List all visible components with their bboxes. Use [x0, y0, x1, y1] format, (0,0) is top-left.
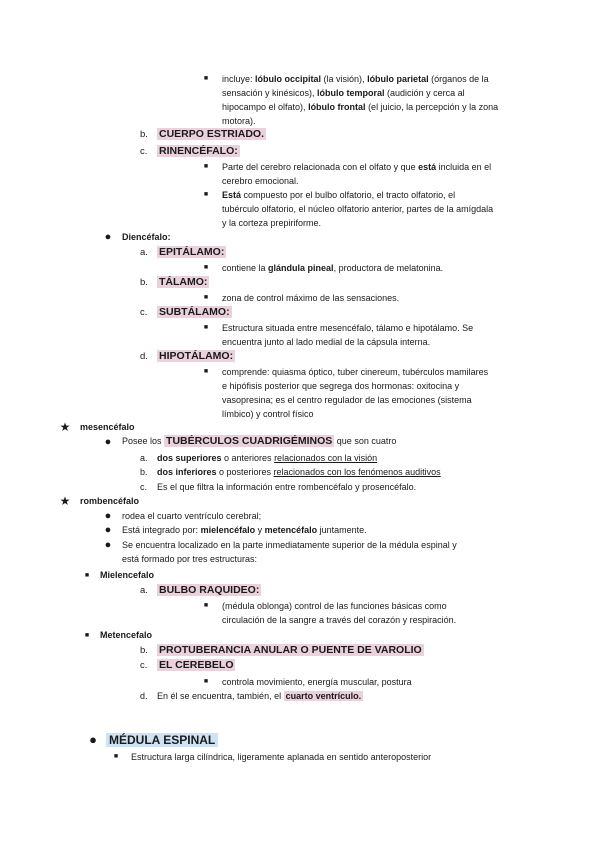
diencefalo-title: Diencéfalo: — [122, 232, 171, 242]
square-bullet-icon: ■ — [203, 264, 209, 271]
heading-medula-espinal — [106, 732, 218, 749]
list-letter: c. — [140, 307, 148, 318]
rinencefalo-item-1 — [222, 160, 491, 174]
rinencefalo-item-2-cont: tubérculo olfatorio, el núcleo olfatorio anterior, partes de la amígdala — [222, 204, 494, 214]
square-bullet-icon: ■ — [203, 163, 209, 170]
lobulos-line-2 — [222, 86, 465, 100]
text: (el juicio, la percepción y la zona — [365, 102, 499, 112]
highlight: EPITÁLAMO: — [159, 246, 225, 258]
square-bullet-icon: ■ — [113, 753, 119, 760]
text: hipocampo el olfato), — [222, 102, 309, 112]
mesencefalo-a — [157, 451, 377, 465]
text: Posee los — [122, 436, 165, 446]
mesencefalo-b — [157, 465, 441, 479]
text-bold: dos inferiores — [157, 467, 217, 477]
list-letter: c. — [140, 482, 148, 492]
square-bullet-icon: ■ — [203, 368, 209, 375]
highlight: BULBO RAQUIDEO: — [159, 584, 260, 596]
text: Parte del cerebro relacionada con el olfato y que — [222, 162, 419, 172]
bulbo-item: (médula oblonga) control de las funciones básicas como — [222, 601, 447, 611]
highlight: MÉDULA ESPINAL — [106, 733, 218, 747]
square-bullet-icon: ■ — [84, 572, 90, 579]
heading-rinencefalo — [157, 144, 240, 158]
metencefalo-title: Metencefalo — [100, 630, 153, 640]
text-bold: está — [418, 162, 437, 172]
cerebelo-item: controla movimiento, energía muscular, postura — [222, 677, 412, 687]
star-bullet-icon: ★ — [59, 420, 71, 434]
rinencefalo-item-1-cont: cerebro emocional. — [222, 176, 299, 186]
text: En él se encuentra, también, el — [157, 691, 284, 701]
list-letter: a. — [140, 453, 148, 463]
text: contiene la — [222, 263, 269, 273]
highlight: PROTUBERANCIA ANULAR O PUENTE DE VAROLIO — [159, 644, 422, 656]
text: Está integrado por: — [122, 525, 201, 535]
text: , productora de melatonina. — [333, 263, 444, 273]
list-letter: a. — [140, 247, 148, 258]
hipotalamo-item-cont: vasopresina; es el centro regulador de las emociones (sistema — [222, 395, 472, 405]
highlight: TUBÉRCULOS CUADRIGÉMINOS — [166, 435, 333, 447]
list-letter: d. — [140, 691, 148, 701]
lobulo-temporal: lóbulo temporal — [317, 88, 385, 98]
text: (audición y cerca al — [384, 88, 465, 98]
rombencefalo-item-3: Se encuentra localizado en la parte inmediatamente superior de la médula espinal y — [122, 540, 457, 550]
heading-bulbo-raquideo — [157, 583, 261, 597]
list-letter: c. — [140, 660, 148, 671]
talamo-item: zona de control máximo de las sensaciones. — [222, 293, 400, 303]
square-bullet-icon: ■ — [84, 632, 90, 639]
heading-hipotalamo — [157, 349, 235, 363]
text-bold: glándula pineal — [268, 263, 334, 273]
square-bullet-icon: ■ — [203, 75, 209, 82]
heading-subtalamo — [157, 305, 232, 319]
text-bold: dos superiores — [157, 453, 222, 463]
mesencefalo-title: mesencéfalo — [80, 422, 135, 432]
list-letter: b. — [140, 467, 148, 477]
rombencefalo-item-1: rodea el cuarto ventrículo cerebral; — [122, 511, 262, 521]
lobulo-frontal: lóbulo frontal — [308, 102, 366, 112]
text: incluida en el — [436, 162, 492, 172]
text: compuesto por el bulbo olfatorio, el tracto olfatorio, el — [241, 190, 456, 200]
subtalamo-item-cont: encuentra junto al lado medial de la cápsula interna. — [222, 337, 431, 347]
mesencefalo-c: Es el que filtra la información entre rombencéfalo y prosencéfalo. — [157, 482, 417, 492]
list-letter: c. — [140, 146, 148, 157]
square-bullet-icon: ■ — [203, 191, 209, 198]
dot-bullet-icon: ● — [89, 732, 97, 747]
hipotalamo-item-cont: e hipófisis posterior que segrega dos hormonas: oxitocina y — [222, 381, 460, 391]
dot-bullet-icon: ● — [104, 539, 112, 551]
text: que son cuatro — [334, 436, 397, 446]
list-letter: b. — [140, 645, 148, 656]
highlight: CUERPO ESTRIADO. — [159, 128, 265, 140]
text: sensación y kinésicos), — [222, 88, 318, 98]
text-bold: metencéfalo — [264, 525, 318, 535]
rombencefalo-title: rombencéfalo — [80, 496, 140, 506]
text: o posteriores — [216, 467, 274, 477]
highlight: cuarto ventrículo. — [285, 691, 362, 701]
rombencefalo-item-2 — [122, 523, 367, 537]
text-bold: mielencéfalo — [200, 525, 256, 535]
heading-epitalamo — [157, 245, 226, 259]
text: (órganos de la — [428, 74, 489, 84]
text: y — [255, 525, 265, 535]
dot-bullet-icon: ● — [104, 524, 112, 536]
bulbo-item-cont: circulación de la sangre a través del corazón y respiración. — [222, 615, 457, 625]
square-bullet-icon: ■ — [203, 602, 209, 609]
lobulos-line-4: motora). — [222, 116, 256, 126]
list-letter: b. — [140, 129, 148, 140]
text: incluye: — [222, 74, 256, 84]
square-bullet-icon: ■ — [203, 324, 209, 331]
text-underline: relacionados con la visión — [274, 453, 378, 463]
lobulo-occipital: lóbulo occipital — [255, 74, 322, 84]
text: o anteriores — [221, 453, 275, 463]
text: juntamente. — [317, 525, 367, 535]
text-underline: relacionados con los fenómenos auditivos — [273, 467, 441, 477]
subtalamo-item: Estructura situada entre mesencéfalo, tálamo e hipotálamo. Se — [222, 323, 474, 333]
heading-protuberancia — [157, 643, 424, 657]
text-bold: Está — [222, 190, 242, 200]
heading-cuerpo-estriado — [157, 127, 266, 141]
star-bullet-icon: ★ — [59, 494, 71, 508]
hipotalamo-item-cont: límbico) y control físico — [222, 409, 314, 419]
lobulos-line-1 — [222, 72, 489, 86]
list-letter: a. — [140, 585, 148, 596]
heading-cerebelo — [157, 658, 235, 672]
rombencefalo-item-3-cont: está formado por tres estructuras: — [122, 554, 258, 564]
text: (la visión), — [321, 74, 368, 84]
dot-bullet-icon: ● — [104, 436, 112, 448]
highlight: EL CEREBELO — [159, 659, 234, 671]
square-bullet-icon: ■ — [203, 294, 209, 301]
list-letter: d. — [140, 351, 148, 362]
highlight: HIPOTÁLAMO: — [159, 350, 234, 362]
rinencefalo-item-2 — [222, 188, 455, 202]
list-letter: b. — [140, 277, 148, 288]
epitalamo-item — [222, 261, 443, 275]
highlight: RINENCÉFALO: — [159, 145, 238, 157]
metencefalo-d — [157, 689, 363, 703]
dot-bullet-icon: ● — [104, 231, 112, 243]
heading-talamo — [157, 275, 209, 289]
highlight: TÁLAMO: — [159, 276, 208, 288]
rinencefalo-item-2-cont: y la corteza prepiriforme. — [222, 218, 322, 228]
highlight: SUBTÁLAMO: — [159, 306, 230, 318]
lobulos-line-3 — [222, 100, 498, 114]
dot-bullet-icon: ● — [104, 510, 112, 522]
square-bullet-icon: ■ — [203, 678, 209, 685]
medula-item: Estructura larga cilíndrica, ligeramente aplanada en sentido anteroposterior — [131, 752, 432, 762]
hipotalamo-item: comprende: quiasma óptico, tuber cinereum, tubérculos mamilares — [222, 367, 489, 377]
mesencefalo-item — [122, 434, 396, 448]
mielencefalo-title: Mielencefalo — [100, 570, 155, 580]
lobulo-parietal: lóbulo parietal — [367, 74, 429, 84]
